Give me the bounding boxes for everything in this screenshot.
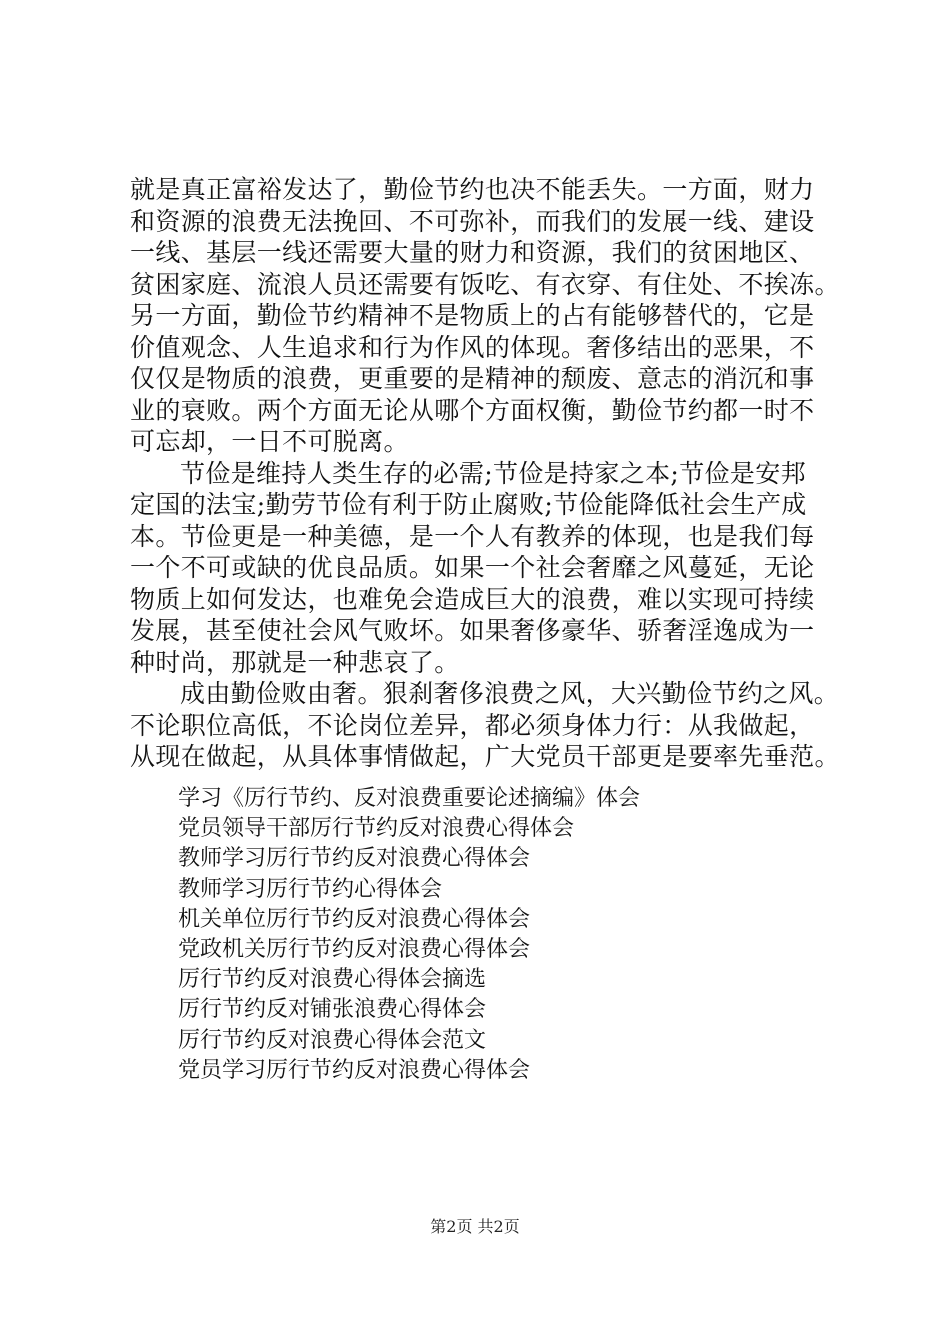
related-articles-list: [178, 784, 640, 1086]
body-line: 另一方面，勤俭节约精神不是物质上的占有能够替代的，它是: [130, 301, 815, 330]
related-article-link[interactable]: 厉行节约反对铺张浪费心得体会: [178, 997, 487, 1023]
related-article-link[interactable]: 教师学习厉行节约反对浪费心得体会: [178, 846, 531, 872]
body-line: 仅仅是物质的浪费，更重要的是精神的颓废、意志的消沉和事: [130, 364, 815, 393]
paragraph-start-line: 节俭是维持人类生存的必需;节俭是持家之本;节俭是安邦: [180, 458, 806, 488]
related-article-link[interactable]: 机关单位厉行节约反对浪费心得体会: [178, 906, 531, 932]
body-text: [130, 174, 870, 773]
body-line: 和资源的浪费无法挽回、不可弥补，而我们的发展一线、建设: [130, 206, 815, 236]
page-number-footer: 第2页 共2页: [430, 1217, 520, 1236]
body-line: 价值观念、人生追求和行为作风的体现。奢侈结出的恶果，不: [130, 332, 815, 362]
body-line: 一个不可或缺的优良品质。如果一个社会奢靡之风蔓延，无论: [130, 553, 815, 582]
body-line: 种时尚，那就是一种悲哀了。: [130, 647, 460, 677]
related-article-link[interactable]: 厉行节约反对浪费心得体会范文: [178, 1027, 487, 1053]
related-article-link[interactable]: 学习《厉行节约、反对浪费重要论述摘编》体会: [178, 786, 641, 811]
related-article-link[interactable]: 厉行节约反对浪费心得体会摘选: [178, 967, 487, 993]
body-line: 一线、基层一线还需要大量的财力和资源，我们的贫困地区、: [130, 238, 815, 267]
body-line: 发展，甚至使社会风气败坏。如果奢侈豪华、骄奢淫逸成为一: [130, 616, 815, 645]
related-article-link[interactable]: 党员学习厉行节约反对浪费心得体会: [178, 1057, 531, 1083]
paragraph-start-line: 成由勤俭败由奢。狠刹奢侈浪费之风，大兴勤俭节约之风。: [180, 679, 840, 708]
body-line: 物质上如何发达，也难免会造成巨大的浪费，难以实现可持续: [130, 584, 815, 614]
body-line: 本。节俭更是一种美德，是一个人有教养的体现，也是我们每: [130, 521, 815, 551]
related-article-link[interactable]: 党政机关厉行节约反对浪费心得体会: [178, 936, 531, 962]
body-line: 贫困家庭、流浪人员还需要有饭吃、有衣穿、有住处、不挨冻。: [130, 269, 840, 299]
body-line: 定国的法宝;勤劳节俭有利于防止腐败;节俭能降低社会生产成: [130, 490, 807, 519]
related-article-link[interactable]: 教师学习厉行节约心得体会: [178, 876, 443, 902]
related-article-link[interactable]: 党员领导干部厉行节约反对浪费心得体会: [178, 816, 575, 842]
body-line: 不论职位高低，不论岗位差异，都必须身体力行：从我做起，: [130, 710, 815, 740]
body-line: 业的衰败。两个方面无论从哪个方面权衡，勤俭节约都一时不: [130, 395, 815, 425]
body-line: 从现在做起，从具体事情做起，广大党员干部更是要率先垂范。: [130, 742, 840, 771]
body-line: 就是真正富裕发达了，勤俭节约也决不能丢失。一方面，财力: [130, 175, 815, 204]
body-line: 可忘却，一日不可脱离。: [130, 427, 409, 456]
